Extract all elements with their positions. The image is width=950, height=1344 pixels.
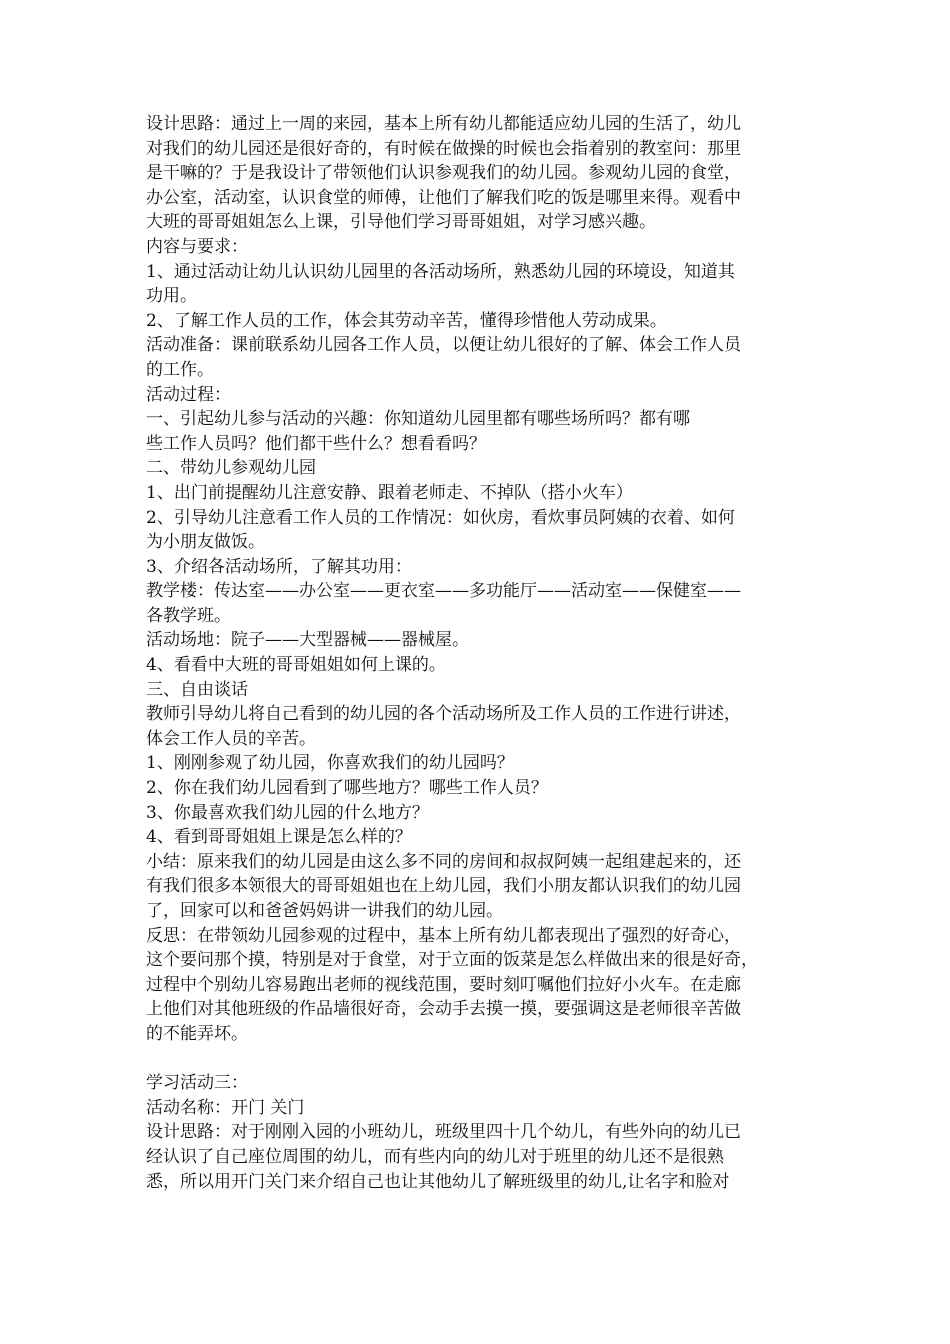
text-line: 了，回家可以和爸爸妈妈讲一讲我们的幼儿园。 [146,901,503,921]
section-heading: 三、自由谈话 [146,679,248,700]
text-line: 是干嘛的？于是我设计了带领他们认识参观我们的幼儿园。参观幼儿园的食堂， [146,163,741,184]
text-line: 这个要问那个摸，特别是对于食堂，对于立面的饭菜是怎么样做出来的很是好奇， [146,950,758,971]
text-line: 教师引导幼儿将自己看到的幼儿园的各个活动场所及工作人员的工作进行讲述， [146,704,741,725]
text-line: 上他们对其他班级的作品墙很好奇，会动手去摸一摸，要强调这是老师很辛苦做 [146,999,741,1020]
text-line: 小结：原来我们的幼儿园是由这么多不同的房间和叔叔阿姨一起组建起来的，还 [146,851,741,872]
text-line: 的工作。 [146,359,214,380]
text-line: 设计思路：对于刚刚入园的小班幼儿，班级里四十几个幼儿，有些外向的幼儿已 [146,1122,741,1143]
text-line: 4、看到哥哥姐姐上课是怎么样的？ [146,827,412,848]
text-line: 2、你在我们幼儿园看到了哪些地方？哪些工作人员？ [146,778,548,799]
text-line: 体会工作人员的辛苦。 [146,728,316,749]
text-line: 活动准备：课前联系幼儿园各工作人员，以便让幼儿很好的了解、体会工作人员 [146,335,741,356]
section-heading: 学习活动三： [146,1073,248,1094]
text-line: 大班的哥哥姐姐怎么上课，引导他们学习哥哥姐姐，对学习感兴趣。 [146,212,656,233]
text-line: 反思：在带领幼儿园参观的过程中，基本上所有幼儿都表现出了强烈的好奇心， [146,925,741,946]
blank-line [146,1047,814,1072]
text-line: 活动场地：院子——大型器械——器械屋。 [146,630,469,651]
section-heading: 内容与要求： [146,236,248,257]
text-line: 教学楼：传达室——办公室——更衣室——多功能厅——活动室——保健室—— [146,581,741,602]
text-line: 对我们的幼儿园还是很好奇的，有时候在做操的时候也会指着别的教室问：那里 [146,138,741,159]
section-heading: 二、带幼儿参观幼儿园 [146,458,316,479]
document-body [146,112,814,1194]
text-line: 功用。 [146,286,197,307]
text-line: 经认识了自己座位周围的幼儿，而有些内向的幼儿对于班里的幼儿还不是很熟 [146,1146,724,1167]
text-line: 办公室，活动室，认识食堂的师傅，让他们了解我们吃的饭是哪里来得。观看中 [146,187,741,208]
text-line: 设计思路：通过上一周的来园，基本上所有幼儿都能适应幼儿园的生活了，幼儿 [146,114,741,134]
text-line: 2、了解工作人员的工作，体会其劳动辛苦，懂得珍惜他人劳动成果。 [146,310,667,331]
text-line: 3、你最喜欢我们幼儿园的什么地方？ [146,802,429,823]
text-line: 活动名称：开门 关门 [146,1097,305,1118]
text-line: 的不能弄坏。 [146,1023,248,1044]
section-heading: 活动过程： [146,384,231,405]
text-line: 些工作人员吗？他们都干些什么？想看看吗？ [146,433,486,454]
text-line: 1、出门前提醒幼儿注意安静、跟着老师走、不掉队（搭小火车） [146,482,633,503]
text-line: 一、引起幼儿参与活动的兴趣：你知道幼儿园里都有哪些场所吗？都有哪 [146,409,690,430]
text-line: 2、引导幼儿注意看工作人员的工作情况：如伙房，看炊事员阿姨的衣着、如何 [146,507,735,528]
text-line: 1、刚刚参观了幼儿园，你喜欢我们的幼儿园吗？ [146,753,514,774]
text-line: 1、通过活动让幼儿认识幼儿园里的各活动场所，熟悉幼儿园的环境设，知道其 [146,261,735,282]
text-line: 悉，所以用开门关门来介绍自己也让其他幼儿了解班级里的幼儿,让名字和脸对 [146,1171,730,1192]
text-line: 为小朋友做饭。 [146,532,265,553]
text-line: 有我们很多本领很大的哥哥姐姐也在上幼儿园，我们小朋友都认识我们的幼儿园 [146,876,741,897]
text-line: 3、介绍各活动场所，了解其功用： [146,556,412,577]
text-line: 各教学班。 [146,605,231,626]
text-line: 4、看看中大班的哥哥姐姐如何上课的。 [146,655,446,676]
text-line: 过程中个别幼儿容易跑出老师的视线范围，要时刻叮嘱他们拉好小火车。在走廊 [146,974,741,995]
